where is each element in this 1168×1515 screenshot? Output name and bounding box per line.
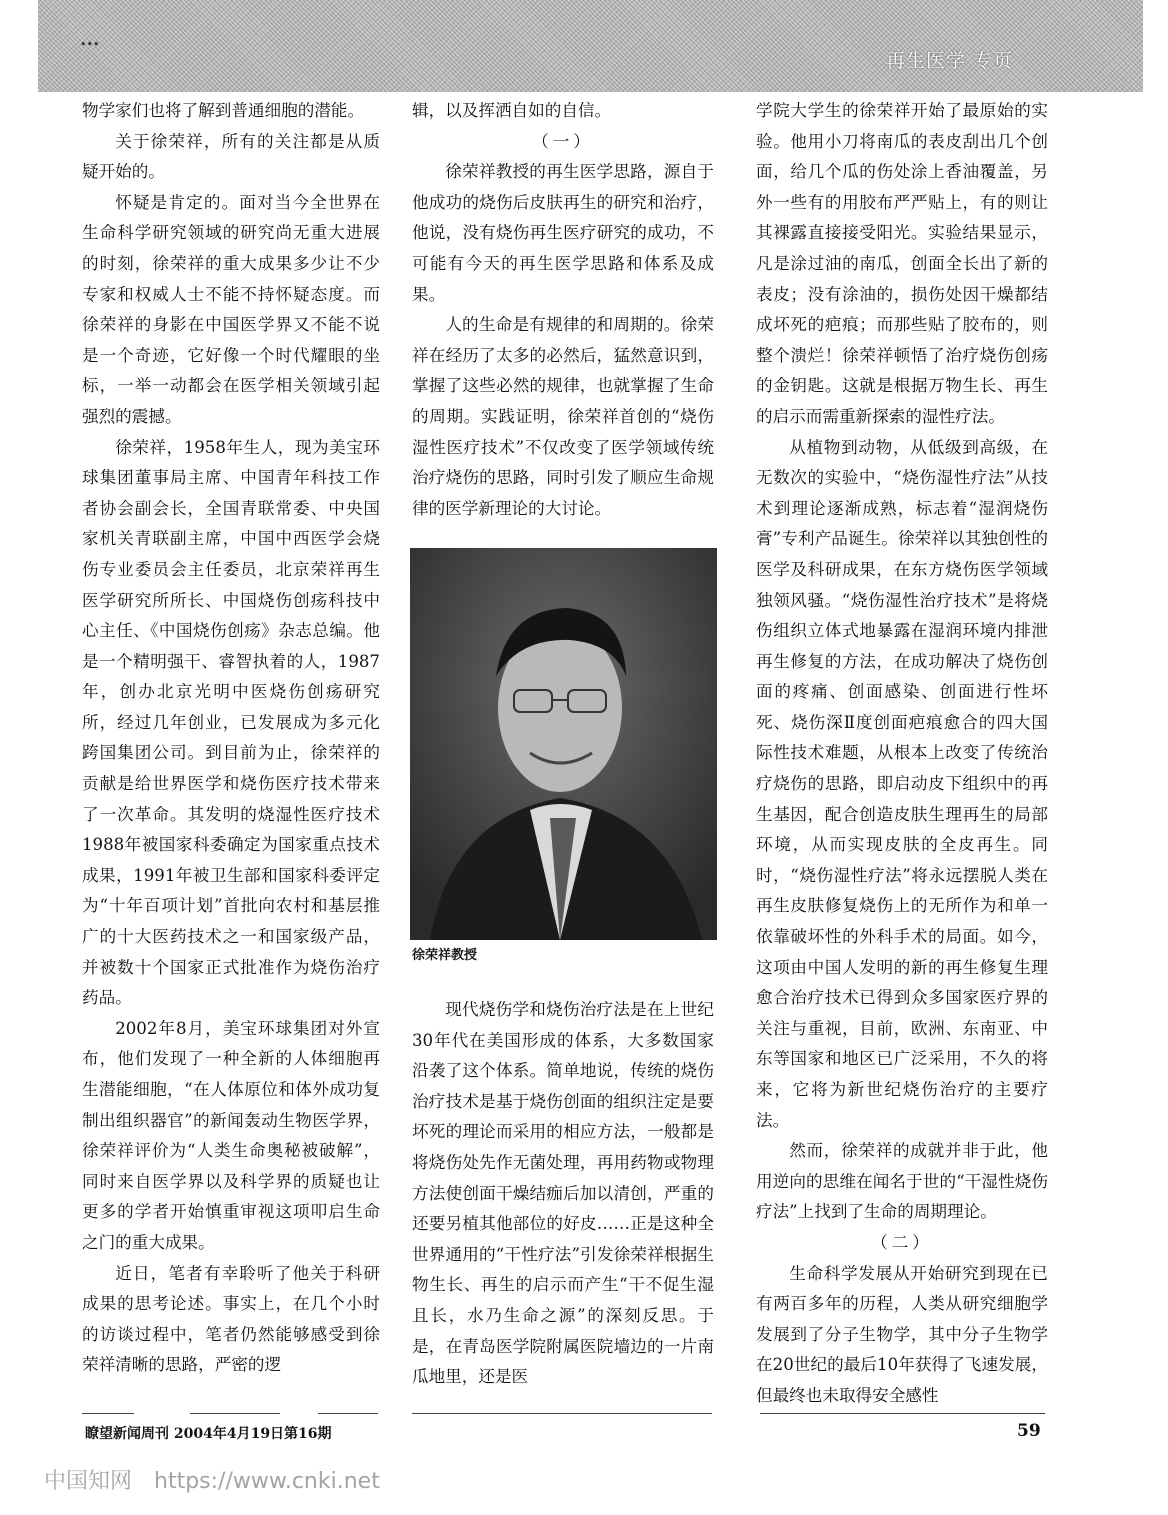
watermark-url[interactable]: https://www.cnki.net (154, 1469, 380, 1494)
watermark-brand: 中国知网 (44, 1469, 133, 1494)
footer-rule (412, 1413, 712, 1414)
portrait-photo (410, 548, 717, 940)
paragraph: 徐荣祥教授的再生医学思路，源自于他成功的烧伤后皮肤再生的研究和治疗，他说，没有烧伤再生医疗研究的成功，不可能有今天的再生医学思路和体系及成果。 (412, 162, 714, 304)
paragraph: 徐荣祥，1958年生人，现为美宝环球集团董事局主席、中国青年科技工作者协会副会长，全国青联常委、中央国家机关青联副主席，中国中西医学会烧伤专业委员会主任委员，北京荣祥再生医学研究所所长、中国烧伤创疡科技中心主任、《中国烧伤创疡》杂志总编。他是一个精明强干、睿智执着的人，1987年，创办北京光明中医烧伤创疡研究所，经过几年创业，已发展成为多元化跨国集团公司。到目前为止，徐荣祥的贡献是给世界医学和烧伤医疗技术带来了一次革命。其发明的烧湿性医疗技术1988年被国家科委确定为国家重点技术成果，1991年被卫生部和国家科委评定为“十年百项计划”首批向农村和基层推广的十大医药技术之一和国家级产品，并被数十个国家正式批准作为烧伤治疗药品。 (82, 437, 380, 1008)
paragraph: 关于徐荣祥，所有的关注都是从质疑开始的。 (82, 131, 380, 182)
footer-rule (760, 1413, 1045, 1414)
paragraph: 辑，以及挥洒自如的自信。 (412, 101, 612, 120)
paragraph: 生命科学发展从开始研究到现在已有两百多年的历程，人类从研究细胞学发展到了分子生物学，其中分子生物学在20世纪的最后10年获得了飞速发展，但最终也未取得安全感性 (756, 1263, 1048, 1405)
column-2 (412, 96, 714, 524)
photo-caption: 徐荣祥教授 (412, 948, 478, 963)
header-mark: ••• (80, 38, 100, 51)
paragraph: 从植物到动物，从低级到高级，在无数次的实验中，“烧伤湿性疗法”从技术到理论逐渐成熟，标志着“湿润烧伤膏”专利产品诞生。徐荣祥以其独创性的医学及科研成果，在东方烧伤医学领域独领风骚。“烧伤湿性治疗技术”是将烧伤组织立体式地暴露在湿润环境内排泄再生修复的方法，在成功解决了烧伤创面的疼痛、创面感染、创面进行性坏死、烧伤深Ⅱ度创面疤痕愈合的四大国际性技术难题，从根本上改变了传统治疗烧伤的思路，即启动皮下组织中的再生基因，配合创造皮肤生理再生的局部环境，从而实现皮肤的全皮再生。同时，“烧伤湿性疗法”将永远摆脱人类在再生皮肤修复烧伤上的无所作为和单一依靠破坏性的外科手术的局面。如今，这项由中国人发明的新的再生修复生理愈合治疗技术已得到众多国家医疗界的关注与重视，目前，欧洲、东南亚、中东等国家和地区已广泛采用，不久的将来，它将为新世纪烧伤治疗的主要疗法。 (756, 437, 1048, 1130)
header-band (38, 0, 1143, 92)
paragraph: 怀疑是肯定的。面对当今全世界在生命科学研究领域的研究尚无重大进展的时刻，徐荣祥的重大成果多少让不少专家和权威人士不能不持怀疑态度。而徐荣祥的身影在中国医学界又不能不说是一个奇迹，它好像一个时代耀眼的坐标，一举一动都会在医学相关领域引起强烈的震撼。 (82, 192, 380, 426)
page-number: 59 (1017, 1421, 1041, 1441)
paragraph: 近日，笔者有幸聆听了他关于科研成果的思考论述。事实上，在几个小时的访谈过程中，笔者仍然能够感受到徐荣祥清晰的思路，严密的逻 (82, 1263, 380, 1375)
paragraph: 学院大学生的徐荣祥开始了最原始的实验。他用小刀将南瓜的表皮刮出几个创面，给几个瓜的伤处涂上香油覆盖，另外一些有的用胶布严严贴上，有的则让其裸露直接接受阳光。实验结果显示，凡是涂过油的南瓜，创面全长出了新的表皮；没有涂油的，损伤处因干燥都结成坏死的疤痕；而那些贴了胶布的，则整个溃烂！徐荣祥顿悟了治疗烧伤创疡的金钥匙。这就是根据万物生长、再生的启示而需重新探索的湿性疗法。 (756, 101, 1048, 426)
footer-rule (82, 1413, 134, 1414)
journal-footer: 瞭望新闻周刊 2004年4月19日第16期 (85, 1426, 332, 1442)
section-label: 再生医学 专页 (885, 50, 1013, 72)
footer-rule (190, 1413, 280, 1414)
paragraph: 物学家们也将了解到普通细胞的潜能。 (82, 101, 365, 120)
paragraph: 2002年8月，美宝环球集团对外宣布，他们发现了一种全新的人体细胞再生潜能细胞，“在人体原位和体外成功复制出组织器官”的新闻轰动生物医学界，徐荣祥评价为“人类生命奥秘被破解”，同时来自医学界以及科学界的质疑也让更多的学者开始慎重审视这项叩启生命之门的重大成果。 (82, 1018, 380, 1252)
column-2-lower (412, 995, 714, 1393)
paragraph: 人的生命是有规律的和周期的。徐荣祥在经历了太多的必然后，猛然意识到，掌握了这些必然的规律，也就掌握了生命的周期。实践证明，徐荣祥首创的“烧伤湿性医疗技术”不仅改变了医学领域传统治疗烧伤的思路，同时引发了顺应生命规律的医学新理论的大讨论。 (412, 315, 714, 518)
column-3 (756, 96, 1048, 1412)
paragraph: 现代烧伤学和烧伤治疗法是在上世纪30年代在美国形成的体系，大多数国家沿袭了这个体系。简单地说，传统的烧伤治疗技术是基于烧伤创面的组织注定是要坏死的理论而采用的相应方法，一般都是将烧伤处先作无菌处理，再用药物或物理方法使创面干燥结痂后加以清创，严重的还要另植其他部位的好皮……正是这种全世界通用的“干性疗法”引发徐荣祥根据生物生长、再生的启示而产生“干不促生湿且长，水乃生命之源”的深刻反思。于是，在青岛医学院附属医院墙边的一片南瓜地里，还是医 (412, 1000, 714, 1387)
footer-rule (318, 1413, 378, 1414)
section-number: （一） (532, 131, 594, 151)
column-1 (82, 96, 380, 1381)
paragraph: 然而，徐荣祥的成就并非于此，他用逆向的思维在闻名于世的“干湿性烧伤疗法”上找到了生命的周期理论。 (756, 1141, 1048, 1222)
section-number: （二） (871, 1232, 933, 1252)
watermark (44, 1464, 380, 1495)
